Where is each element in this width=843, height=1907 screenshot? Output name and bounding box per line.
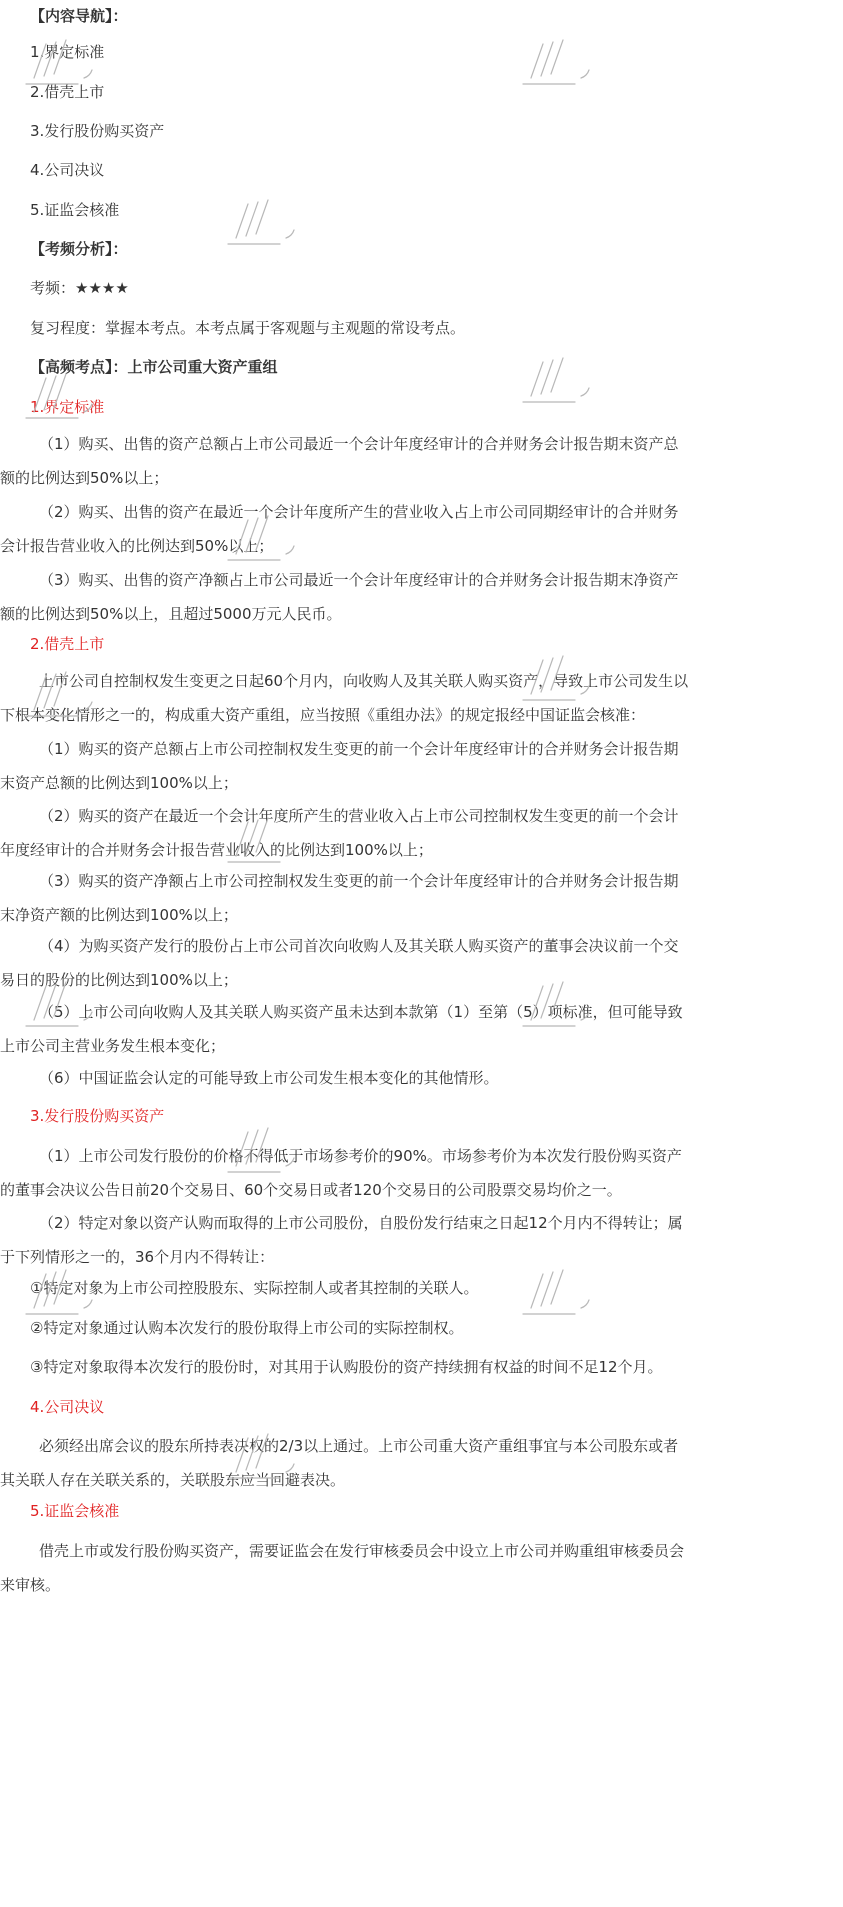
nav-item-3: 3.发行股份购买资产 [30,122,165,140]
review-level: 复习程度：掌握本考点。本考点属于客观题与主观题的常设考点。 [30,319,466,337]
topic-heading: 【高频考点】：上市公司重大资产重组 [30,358,278,376]
section-5-paragraph-1: 借壳上市或发行股份购买资产，需要证监会在发行审核委员会中设立上市公司并购重组审核委员会来审核。 [0,1542,685,1594]
analysis-heading: 【考频分析】： [30,240,128,258]
nav-item-4: 4.公司决议 [30,161,105,179]
condition-2: ②特定对象通过认购本次发行的股份取得上市公司的实际控制权。 [30,1319,464,1337]
section-2-paragraph-5: （5）上市公司向收购人及其关联人购买资产虽未达到本款第（1）至第（5）项标准，但可能导致上市公司主营业务发生根本变化； [0,1003,683,1055]
section-2-title: 2.借壳上市 [30,635,105,653]
section-2-intro: 上市公司自控制权发生变更之日起60个月内，向收购人及其关联人购买资产，导致上市公司发生以下根本变化情形之一的，构成重大资产重组，应当按照《重组办法》的规定报经中国证监会核准： [0,672,689,724]
nav-item-5: 5.证监会核准 [30,201,120,219]
nav-item-2: 2.借壳上市 [30,83,105,101]
section-2-paragraph-6: （6）中国证监会认定的可能导致上市公司发生根本变化的其他情形。 [39,1069,499,1087]
watermark-mark [517,350,607,410]
watermark-mark [222,192,312,252]
section-3-paragraph-2: （2）特定对象以资产认购而取得的上市公司股份，自股份发行结束之日起12个月内不得转让；属于下列情形之一的，36个月内不得转让： [0,1214,683,1266]
condition-3: ③特定对象取得本次发行的股份时，对其用于认购股份的资产持续拥有权益的时间不足12个月。 [30,1358,663,1376]
nav-item-1: 1.界定标准 [30,43,105,61]
watermark-mark [517,32,607,92]
section-2-paragraph-4: （4）为购买资产发行的股份占上市公司首次向收购人及其关联人购买资产的董事会决议前一个交易日的股份的比例达到100%以上； [0,937,679,989]
condition-1: ①特定对象为上市公司控股股东、实际控制人或者其控制的关联人。 [30,1279,479,1297]
section-2-paragraph-2: （2）购买的资产在最近一个会计年度所产生的营业收入占上市公司控制权发生变更的前一个会计年度经审计的合并财务会计报告营业收入的比例达到100%以上； [0,807,679,859]
section-4-paragraph-1: 必须经出席会议的股东所持表决权的2/3以上通过。上市公司重大资产重组事宜与本公司股东或者其关联人存在关联关系的，关联股东应当回避表决。 [0,1437,679,1489]
section-4-title: 4.公司决议 [30,1398,105,1416]
section-3-title: 3.发行股份购买资产 [30,1107,165,1125]
section-1-paragraph-3: （3）购买、出售的资产净额占上市公司最近一个会计年度经审计的合并财务会计报告期末净资产额的比例达到50%以上，且超过5000万元人民币。 [0,571,679,623]
section-1-paragraph-2: （2）购买、出售的资产在最近一个会计年度所产生的营业收入占上市公司同期经审计的合并财务会计报告营业收入的比例达到50%以上； [0,503,679,555]
section-3-paragraph-1: （1）上市公司发行股份的价格不得低于市场参考价的90%。市场参考价为本次发行股份购买资产的董事会决议公告日前20个交易日、60个交易日或者120个交易日的公司股票交易均价之一。 [0,1147,682,1199]
section-2-paragraph-1: （1）购买的资产总额占上市公司控制权发生变更的前一个会计年度经审计的合并财务会计报告期末资产总额的比例达到100%以上； [0,740,679,792]
section-1-title: 1.界定标准 [30,398,105,416]
nav-heading: 【内容导航】： [30,7,128,25]
section-1-paragraph-1: （1）购买、出售的资产总额占上市公司最近一个会计年度经审计的合并财务会计报告期末资产总额的比例达到50%以上； [0,435,679,487]
section-5-title: 5.证监会核准 [30,1502,120,1520]
frequency-rating: 考频：★★★★ [30,279,129,297]
section-2-paragraph-3: （3）购买的资产净额占上市公司控制权发生变更的前一个会计年度经审计的合并财务会计报告期末净资产额的比例达到100%以上； [0,872,679,924]
